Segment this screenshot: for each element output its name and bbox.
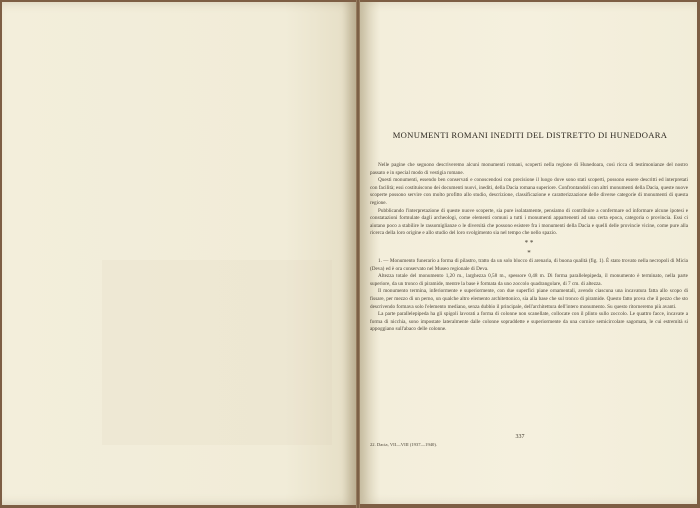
paragraph: La parte parallelepipeda ha gli spigoli lavorati a forma di colonne non scanellate, collocate con il plinto sullo zoccolo. Le quattro facce, incavate a forma di nicchia, sono impostate lateralmente dalle colonne sopraddette e superiormente da una cornice semicircolare sagomata, le cui estremità si appoggiano sull'abaco delle colonne. — [370, 311, 688, 333]
right-page — [360, 2, 697, 504]
paragraph: 1. — Monumento funerario a forma di pilastro, tratto da un solo blocco di arenaria, di buona qualità (fig. 1). È stato trovato nella necropoli di Micia (Deva) ed è ora conservato nel Museo regionale di Deva. — [370, 257, 688, 272]
paragraph: Questi monumenti, essendo ben conservati e conoscendosi con precisione il luogo dove sono stati scoperti, possono essere descritti ed interpretati con facilità; essi costituiscono dei documenti nuovi, inediti, della Dacia romana superiore. Confrontandoli con altri monumenti della Dacia, queste nuove scoperte possono servire con molto profitto allo studio, descrizione, classificazione e caratterizzazione delle diverse categorie di monumenti di questa regione. — [370, 177, 688, 206]
page-number: 337 — [515, 434, 525, 440]
article-body — [370, 162, 688, 334]
paragraph: Pubblicando l'interpretazione di queste nuove scoperte, sia pure isolatamente, pensiamo di contribuire a confermare od informare alcune ipotesi e constatazioni formulate dagli archeologi, come elementi comuni a tutti i monumenti appartenenti ad una certa epoca, categoria o provincia. Essi ci aiutano poco a stabilire le rassomiglianze o le diversità che possono esistere fra i monumenti della Dacia e quelli delle provincie vicine, come pure alla ricerca della loro origine e allo studio del loro svolgimento sia nel tempo che nello spazio. — [370, 207, 688, 237]
article-title: MONUMENTI ROMANI INEDITI DEL DISTRETTO DI HUNEDOARA — [392, 130, 668, 140]
paragraph: Altezza totale del monumento 1,20 m., larghezza 0,58 m., spessore 0,48 m. Di forma parallelepipeda, il monumento è terminato, nella parte superiore, da un tronco di piramide, mentre la base è formata da uno zoccolo quadrangolare, di 7 cm. di altezza. — [370, 273, 688, 287]
left-page-bleedthrough — [102, 260, 332, 445]
page-footnote: 22. Dacia, VII—VIII (1937—1940). — [370, 442, 438, 447]
paragraph: Nelle pagine che seguono descriveremo alcuni monumenti romani, scoperti nella regione di Hunedoara, così ricca di testimonianze del nostro passato e in special modo di vestigia romane. — [370, 162, 688, 176]
section-asterism: * * * — [524, 238, 534, 257]
left-page-blank — [2, 2, 356, 505]
paragraph: Il monumento termina, inferiormente e superiormente, con due superfici piane ornamentali, avendo ciascuna una incavatura fatta allo scopo di fissare, per mezzo di un perno, un qualche altro elemento architettonico, sia alla base che sul tronco di piramide. Questo fatto prova che il pezzo che sto descrivendo formava solo l'elemento mediano, senza dubbio il principale, dell'architettura dell'intero monumento. Su questo ritorneremo più avanti. — [370, 288, 688, 310]
